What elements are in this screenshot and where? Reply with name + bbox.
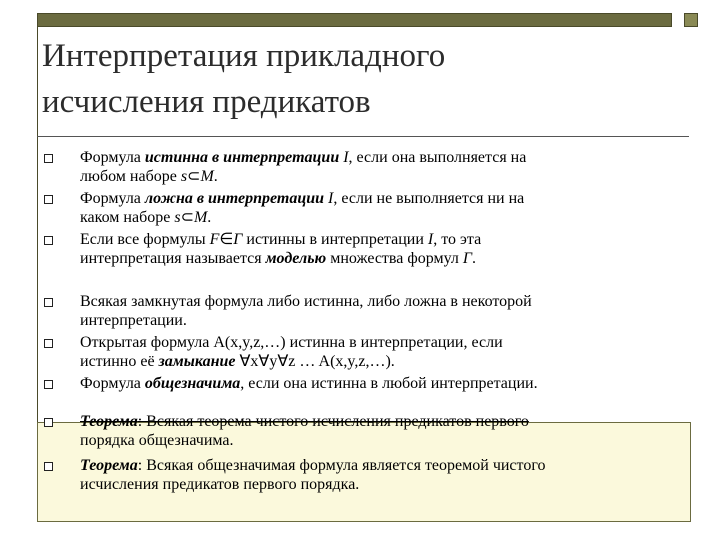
text-run: интерпретации. xyxy=(80,312,187,329)
bullet-icon xyxy=(44,339,53,348)
term-emphasis: общезначима xyxy=(144,375,241,392)
bullet-icon xyxy=(44,380,53,389)
text-run: , то эта xyxy=(433,231,482,248)
subset-symbol: ⊂ xyxy=(180,209,194,226)
subset-symbol: ⊂ xyxy=(187,168,201,185)
list-item xyxy=(80,148,680,186)
text-run: порядка общезначима. xyxy=(80,432,234,449)
text-run: : Всякая общезначимая формула является теоремой чистого xyxy=(137,457,546,474)
slide-title: Интерпретация прикладного исчисления предикатов xyxy=(42,38,446,120)
symbol-s: s xyxy=(180,168,188,185)
list-item xyxy=(80,374,680,393)
symbol-i: I xyxy=(328,190,334,207)
text-run: . xyxy=(472,250,476,267)
bullet-icon xyxy=(44,236,53,245)
symbol-gamma: Γ xyxy=(462,250,472,267)
term-emphasis: моделью xyxy=(265,250,327,267)
theorem-label: Теорема xyxy=(80,413,138,430)
symbol-gamma: Γ xyxy=(233,231,243,248)
text-run: Всякая замкнутая формула либо истинна, либо ложна в некоторой xyxy=(80,293,532,310)
text-run: множества формул xyxy=(326,250,463,267)
symbol-m: M xyxy=(193,209,208,226)
text-run: каком наборе xyxy=(80,209,175,226)
text-run: , если она истинна в любой интерпретации. xyxy=(240,375,538,392)
text-run: ∀x∀y∀z … A(x,y,z,…). xyxy=(235,353,395,370)
title-decoration-bar xyxy=(37,13,672,27)
symbol-i: I xyxy=(343,149,349,166)
list-item xyxy=(80,333,680,371)
bullet-icon xyxy=(44,195,53,204)
bullet-icon xyxy=(44,154,53,163)
text-run: исчисления предикатов первого порядка. xyxy=(80,476,360,493)
theorem-label: Теорема xyxy=(80,457,138,474)
list-item xyxy=(80,189,680,227)
term-emphasis: ложна в интерпретации xyxy=(144,190,325,207)
bullet-icon xyxy=(44,298,53,307)
list-item xyxy=(80,412,680,450)
bullet-icon xyxy=(44,462,53,471)
text-run: , если не выполняется ни на xyxy=(333,190,525,207)
text-run: Формула xyxy=(80,149,145,166)
decoration-square xyxy=(684,13,698,27)
list-item xyxy=(80,456,680,494)
list-item xyxy=(80,292,680,330)
symbol-s: s xyxy=(174,209,181,226)
text-run: . xyxy=(207,209,212,226)
bullet-icon xyxy=(44,418,53,427)
text-run: , если она выполняется на xyxy=(348,149,527,166)
text-run: Формула xyxy=(80,190,145,207)
term-emphasis: истинна в интерпретации xyxy=(144,149,340,166)
list-item xyxy=(80,230,680,268)
symbol-i: I xyxy=(427,231,434,248)
text-run: истинны в интерпретации xyxy=(242,231,428,248)
text-run: интерпретация называется xyxy=(80,250,266,267)
element-of-symbol: ∈ xyxy=(219,231,234,248)
text-run: . xyxy=(213,168,218,185)
text-run: любом наборе xyxy=(80,168,181,185)
term-emphasis: замыкание xyxy=(158,353,236,370)
title-divider xyxy=(37,136,689,137)
text-run: Открытая формула A(x,y,z,…) истинна в интерпретации, если xyxy=(80,334,503,351)
text-run: Формула xyxy=(80,375,145,392)
symbol-m: M xyxy=(200,168,214,185)
text-run: : Всякая теорема чистого исчисления предикатов первого xyxy=(137,413,529,430)
symbol-f: F xyxy=(209,231,220,248)
text-run: истинно её xyxy=(80,353,159,370)
text-run: Если все формулы xyxy=(80,231,210,248)
